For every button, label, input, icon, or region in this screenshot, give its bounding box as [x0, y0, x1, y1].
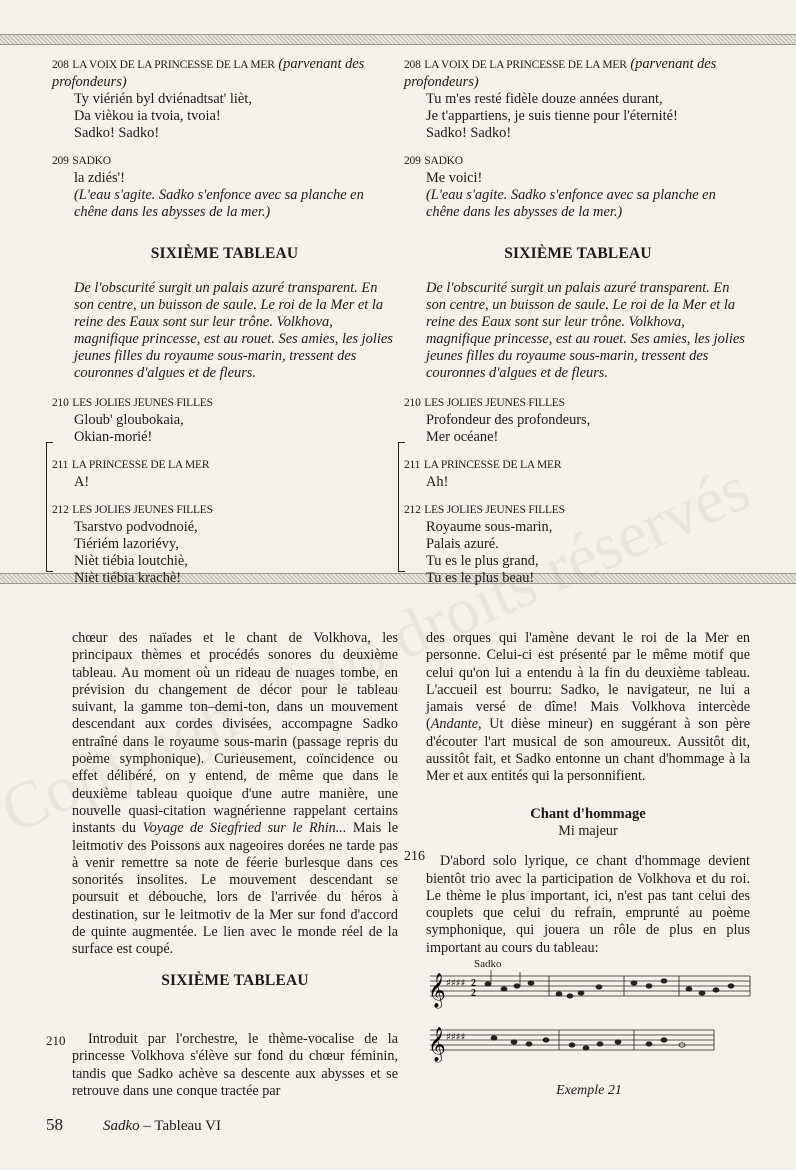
page-number: 58: [46, 1115, 63, 1134]
verse-line: Tsarstvo podvodnoié,: [74, 519, 198, 535]
stage-direction: (L'eau s'agite. Sadko s'enfonce avec sa planche en chêne dans les abysses de la mer.): [426, 187, 716, 220]
commentary-left-column: [72, 630, 398, 959]
speech-number: 211: [404, 459, 421, 471]
top-band: [0, 34, 796, 45]
svg-text:2: 2: [471, 988, 476, 999]
speaker-name: SADKO: [72, 155, 111, 167]
music-staff-svg: [424, 956, 754, 1076]
verse-line: la zdiés'!: [74, 170, 125, 186]
chant-heading: Chant d'hommage: [530, 805, 646, 822]
stage-direction: (L'eau s'agite. Sadko s'enfonce avec sa planche en chêne dans les abysses de la mer.): [74, 187, 364, 220]
verse-line: Gloub' gloubokaia,: [74, 412, 184, 428]
didascalie: De l'obscurité surgit un palais azuré transparent. En son centre, un buisson de saule. Le roi de la Mer et la reine des Eaux sont sur leur trône. Volkhova, magnifique princesse, est au rouet. Ses amies, les jolies jeunes filles du royaume sous-marin, tressent des couronnes d'algues et de fleurs.: [74, 280, 393, 381]
speech-208-left: [52, 56, 397, 142]
svg-text:𝄞: 𝄞: [428, 1027, 446, 1062]
verse-line: Ah!: [426, 474, 449, 490]
verse-line: Tiériém lazoriévy,: [74, 536, 179, 552]
speech-210-right: [404, 394, 752, 446]
commentary-paragraph: des orques qui l'amène devant le roi de la Mer en personne. Celui-ci est présenté par le même motif que celui qu'on lui a entendu à la fin du deuxième tableau. L'accueil est bourru: Sadko, le navigateur, ne lui a jamais versé de dîme! Mais Volkhova intercède (Andante, Ut dièse mineur) en suggérant à son père d'écouter l'art musical de son amoureux. Aussitôt dit, aussitôt fait, et Sadko entonne un chant d'hommage à la Mer et aux entités qui la personnifient.: [426, 630, 750, 785]
verse-line: Tu es le plus beau!: [426, 570, 535, 586]
verse-line: Tu m'es resté fidèle douze années durant,: [426, 91, 663, 107]
verse-line: Mer océane!: [426, 429, 499, 445]
speech-number: 211: [52, 459, 69, 471]
libretto-left-column: [52, 56, 397, 587]
speech-number: 210: [52, 397, 69, 409]
svg-text:𝄞: 𝄞: [428, 973, 446, 1008]
speaker-name: LES JOLIES JEUNES FILLES: [72, 397, 213, 409]
svg-text:♯♯♯♯: ♯♯♯♯: [446, 978, 466, 989]
verse-line: Royaume sous-marin,: [426, 519, 553, 535]
chant-key: Mi majeur: [558, 822, 618, 839]
margin-number-210: 210: [46, 1033, 66, 1048]
stage-direction: (parvenant des profondeurs): [404, 56, 717, 90]
speech-number: 208: [52, 59, 69, 71]
footer-title: Sadko: [103, 1118, 140, 1134]
speech-number: 212: [404, 504, 421, 516]
verse-line: A!: [74, 474, 90, 490]
verse-line: Profondeur des profondeurs,: [426, 412, 591, 428]
margin-number-216: 216: [404, 849, 425, 864]
speech-number: 210: [404, 397, 421, 409]
speech-209-right: [404, 152, 752, 221]
verse-line: Me voici!: [426, 170, 483, 186]
speaker-name: LA PRINCESSE DE LA MER: [71, 459, 210, 471]
speech-211-right: [404, 456, 752, 491]
verse-line: Da vièkou ia tvoia, tvoia!: [74, 108, 221, 124]
speech-number: 209: [52, 155, 69, 167]
commentary-right-column: [426, 630, 750, 957]
svg-text:♯♯♯♯: ♯♯♯♯: [446, 1032, 466, 1043]
page-footer: [46, 1115, 221, 1135]
speech-210-left: [52, 394, 397, 446]
svg-text:2: 2: [471, 978, 476, 989]
speaker-name: SADKO: [424, 155, 463, 167]
example-caption: Exemple 21: [556, 1083, 622, 1098]
verse-line: Je t'appartiens, je suis tienne pour l'éternité!: [426, 108, 678, 124]
libretto-right-column: [404, 56, 752, 587]
speech-212-left: [52, 501, 397, 587]
speaker-name: LA VOIX DE LA PRINCESSE DE LA MER: [72, 59, 275, 71]
speaker-name: LA VOIX DE LA PRINCESSE DE LA MER: [424, 59, 627, 71]
verse-line: Okian-morié!: [74, 429, 153, 445]
commentary-paragraph: D'abord solo lyrique, ce chant d'hommage devient bientôt trio avec la participation de Volkhova et du roi. Le thème le plus important, ici, n'est pas tant celui des couplets que celui du refrain, emprunté au poème symphonique, qui jouera un rôle de plus en plus important au cours du tableau:: [426, 853, 750, 956]
verse-line: Sadko! Sadko!: [426, 125, 512, 141]
verse-line: Ty viérién byl dviénadtsat' lièt,: [74, 91, 252, 107]
verse-line: Nièt tiébia krachè!: [74, 570, 182, 586]
music-score: [424, 956, 754, 1098]
verse-line: Sadko! Sadko!: [74, 125, 160, 141]
speech-number: 209: [404, 155, 421, 167]
commentary-left-para2: Introduit par l'orchestre, le thème-vocalise de la princesse Volkhova s'élève sur fond du chœur féminin, tandis que Sadko achève sa descente aux abysses et se retrouve dans une conque tractée par: [72, 1031, 398, 1099]
commentary-paragraph: chœur des naïades et le chant de Volkhova, les principaux thèmes et procédés sonores du deuxième tableau. Au moment où un rideau de nuages tombe, en prévision du changement de décor pour le tableau suivant, la gamme ton–demi-ton, dans un mouvement descendant aux cordes divisées, accompagne Sadko entraîné dans le royaume sous-marin (passage repris du poème symphonique). Curieusement, coïncidence ou effet délibéré, on y entend, de même que dans le deuxième tableau quoique d'une autre manière, une nouvelle quasi-citation wagnérienne rappelant certains instants du Voyage de Siegfried sur le Rhin... Mais le leitmotiv des Poissons aux nageoires dorées ne tarde pas à venir remettre sa note de féerie burlesque dans ces sonorités insolites. Le mouvement descendant se poursuit et débouche, lors de l'arrivée du héros à destination, sur le leitmotiv de la Mer sur fond d'accord de quinte augmentée. Le lien avec le monde réel de la surface est coupé.: [72, 630, 398, 958]
speech-209-left: [52, 152, 397, 221]
speech-number: 208: [404, 59, 421, 71]
footer-title-rest: – Tableau VI: [139, 1118, 221, 1134]
verse-line: Tu es le plus grand,: [426, 553, 539, 569]
left-bracket: [46, 442, 53, 572]
stage-direction: (parvenant des profondeurs): [52, 56, 365, 90]
speaker-name: LA PRINCESSE DE LA MER: [423, 459, 562, 471]
tableau-title: SIXIÈME TABLEAU: [150, 245, 299, 262]
speech-number: 212: [52, 504, 69, 516]
verse-line: Nièt tiébia loutchiè,: [74, 553, 188, 569]
right-bracket: [398, 442, 405, 572]
speaker-name: LES JOLIES JEUNES FILLES: [72, 504, 213, 516]
speaker-name: LES JOLIES JEUNES FILLES: [424, 397, 565, 409]
speech-211-left: [52, 456, 397, 491]
didascalie: De l'obscurité surgit un palais azuré transparent. En son centre, un buisson de saule. Le roi de la Mer et la reine des Eaux sont sur leur trône. Volkhova, magnifique princesse, est au rouet. Ses amies, les jolies jeunes filles du royaume sous-marin, tressent des couronnes d'algues et de fleurs.: [426, 280, 745, 381]
speaker-name: LES JOLIES JEUNES FILLES: [424, 504, 565, 516]
speech-208-right: [404, 56, 752, 142]
verse-line: Palais azuré.: [426, 536, 499, 552]
tableau-title: SIXIÈME TABLEAU: [504, 245, 652, 262]
lower-tableau-title: SIXIÈME TABLEAU: [161, 972, 309, 989]
speech-212-right: [404, 501, 752, 587]
score-voice-label: Sadko: [474, 958, 502, 970]
